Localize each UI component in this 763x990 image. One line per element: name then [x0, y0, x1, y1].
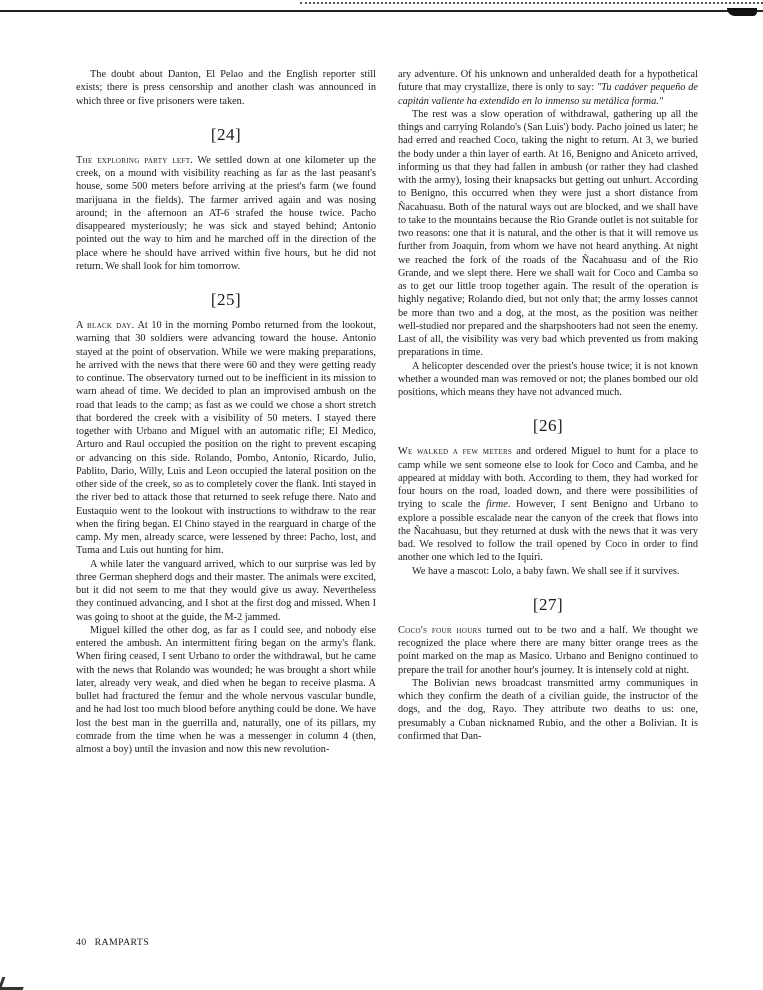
spanish-quote: "Tu cadáver pequeño de capitán valiente ha extendido en lo inmenso su metálica forma.": [398, 82, 699, 107]
section-24-number: [24]: [210, 124, 242, 144]
page-number: 40: [76, 937, 87, 948]
section-27-number: [27]: [532, 594, 564, 614]
section-26-firme: firme: [486, 499, 508, 511]
top-border-blot: [727, 8, 757, 16]
intro-paragraph: The doubt about Danton, El Pelao and the English reporter still exists; there is press censorship and another clash was announced in which three or five prisoners were taken.: [76, 69, 376, 107]
section-26-paragraph-1: [398, 445, 698, 564]
section-27-text: turned out to be two and a half. We thought we recognized the place where there are many bitter orange trees as the point marked on the map as Masico. Urbano and Benigno continued to prepare the trail for another hour's journey. It is intensely cold at night.: [398, 624, 698, 676]
section-27-lead: Coco's four hours: [398, 624, 482, 636]
section-25-paragraph-1: [76, 319, 376, 558]
section-26-paragraph-2: We have a mascot: Lolo, a baby fawn. We shall see if it survives.: [412, 565, 680, 577]
section-24-lead: The exploring party left.: [76, 154, 194, 166]
top-border-bar: [0, 8, 763, 14]
section-26-text-b: . However, I sent Benigno and Urbano to explore a possible escalade near the canyon of the creek that flows into the Ñacahuasu, but they returned at dusk with the news that it was very bad. We resolved to follow the trail opened by Coco in order to find another one which led to the Iquiri.: [398, 499, 698, 564]
section-24-text: We settled down at one kilometer up the creek, on a mound with visibility reaching as far as the last peasant's house, some 500 meters before arriving at the priest's farm (we found marijuana in the fields). The farmer arrived again and was nosing around; in the afternoon an AT-6 strafed the house twice. Pacho disappeared mysteriously; he was sick and stayed behind; Antonio pointed out the way to him and he marched off in the direction of the place where he should have arrived within five hours, but he did not return. We shall look for him tomorrow.: [76, 154, 376, 272]
withdrawal-paragraph: The rest was a slow operation of withdrawal, gathering up all the things and carrying Rolando's (San Luis') body. Pacho joined us later; he had erred and reached Coco, taking the night to return. At 3, we buried the body under a thin layer of earth. At 16, Benigno and Aniceto arrived, informing us that they had fallen in ambush (or rather they had clashed with the army), losing their knapsacks but getting out unhurt. According to Benigno, this occurred when they were just a short distance from Ñacahuasu. Both of the natural ways out are blocked, and we shall have to take to the mountains because the Rio Grande outlet is not suitable for two reasons: one that it is natural, and the other is that it will remove us further from Joaquin, from whom we have not heard anything. At night we reached the fork of the roads of the Ñacahuasu and of the Rio Grande, and we slept there. Here we shall wait for Coco and Camba so as to get our little troop together again. The result of the operation is highly negative; Rolando died, but not only that; the army losses cannot be more than two and a dog, at the most, as the position was neither well-studied nor prepared and the sharpshooters had not seen the enemy. Last of all, the visibility was very bad which prevented us from making preparations in time.: [398, 108, 698, 359]
section-25-paragraph-3: Miguel killed the other dog, as far as I could see, and nobody else entered the ambush. An intermittent firing began on the army's flank. When firing ceased, I sent Urbano to order the withdrawal, but he came with the news that Rolando was wounded; he was brought a short while later, already very weak, and died when he began to receive plasma. A bullet had fractured the femur and the whole nervous vascular bundle, and he had lost too much blood before anything could be done. We have lost the best man in the guerrilla and, naturally, one of its pillars, my comrade from the time when he was a messenger in column 4 (then, almost a boy) until the invasion and now this new revolution-: [76, 624, 376, 755]
helicopter-paragraph: A helicopter descended over the priest's house twice; it is not known whether a wounded man was removed or not; the planes bombed our old positions, which means they have not advanced much.: [398, 360, 698, 398]
section-27-paragraph-1: [398, 624, 698, 677]
section-25-paragraph-2: A while later the vanguard arrived, which to our surprise was led by three German shepherd dogs and their master. The animals were excited, but it did not seem to me that they would give us away. Nevertheless they continued advancing, and I shot at the first dog and missed. When I was going to shoot at the guide, the M-2 jammed.: [76, 558, 376, 623]
left-column: [76, 68, 376, 756]
section-24-paragraph: [76, 154, 376, 273]
right-column: [398, 68, 698, 743]
magazine-name: RAMPARTS: [94, 937, 150, 948]
section-25-text: At 10 in the morning Pombo returned from the lookout, warning that 30 soldiers were advancing toward the house. Antonio stayed at the point of observation. While we were making preparations, he arrived with the news that there were 60 and they were getting ready to continue. The observatory turned out to be inefficient in its mission to warn ahead of time. We decided to plan an improvised ambush on the road that leads to the camp; as fast as we could we chose a short stretch that bordered the creek with a visibility of 50 meters. I stayed there together with Urbano and Miguel with an automatic rifle; El Medico, Arturo and Raul occupied the position on the right to prevent escaping or advancing on this side. Rolando, Pombo, Antonio, Ricardo, Julio, Pablito, Dario, Willy, Luis and Leon occupied the lateral position on the other side of the creek, so as to completely cover the flank. Inti stayed in the river bed to attack those that returned to seek refuge there. Nato and Eustaquio went to the lookout with instructions to withdraw to the rear when the firing began. El Chino stayed in the rearguard in charge of the camp. My men, already scarce, were lessened by three: Pacho, lost, and Tuma and Luis out hunting for him.: [76, 320, 376, 557]
section-26-lead: We walked a few meters: [398, 446, 513, 458]
corner-scan-mark: [0, 977, 27, 990]
section-26-text-a: and ordered Miguel to hunt for a place to camp while we sent someone else to look for Coco and Camba, and he appeared at midday with both. According to them, they had worked for four hours on the road, loaded down, and there were possibilities of trying to scale the: [398, 446, 698, 511]
section-26-number: [26]: [532, 416, 564, 436]
section-25-lead: A black day.: [76, 320, 135, 331]
section-27-paragraph-2: The Bolivian news broadcast transmitted army communiques in which they confirm the death of a civilian guide, the instructor of the dogs, and the dog, Rayo. They attribute two deaths to us: one, presumably a Cuban nicknamed Rubio, and the other a Bolivian. It is confirmed that Dan-: [398, 677, 698, 742]
continuation-text: ary adventure. Of his unknown and unheralded death for a hypothetical future that may crystallize, there is only to say:: [398, 69, 698, 94]
page-footer: [76, 937, 149, 948]
top-dotted-rule: [300, 2, 763, 4]
section-25-number: [25]: [210, 290, 242, 309]
continuation-paragraph: [398, 68, 698, 108]
